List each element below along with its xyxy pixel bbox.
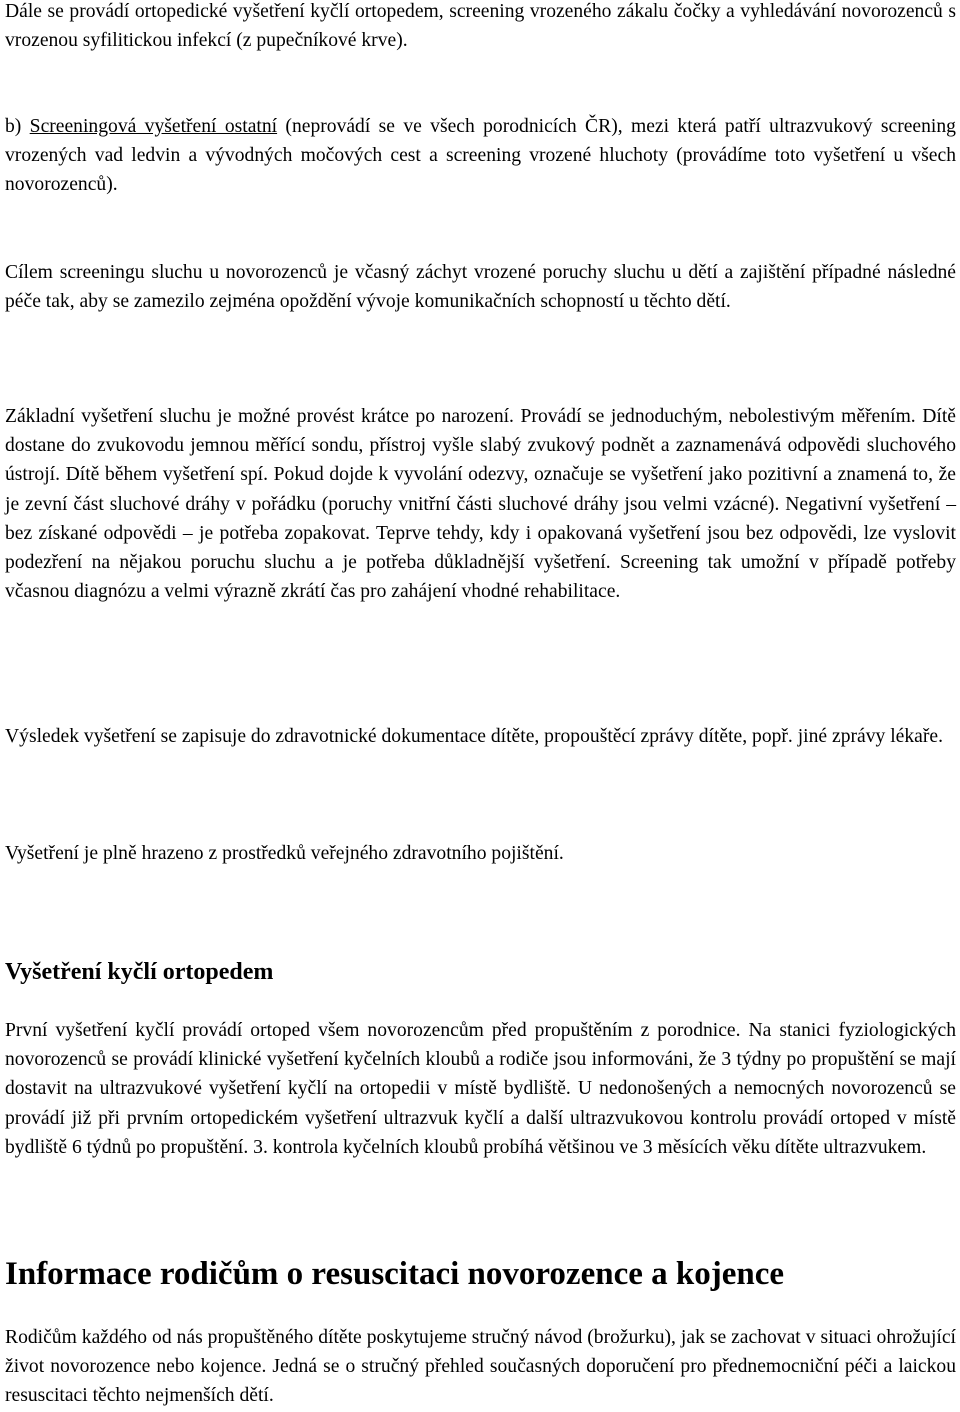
- paragraph-hip-exam: První vyšetření kyčlí provádí ortoped všem novorozencům před propuštěním z porodnice. Na stanici fyziologických novorozenců se provádí klinické vyšetření kyčelních kloubů a rodiče jsou informováni, že 3 týdny po propuštění se mají dostavit na ultrazvukové vyšetření kyčlí na ortopedii v místě bydliště. U nedonošených a nemocných novorozenců se provádí již při prvním ortopedickém vyšetření ultrazvuk kyčlí a další ultrazvukovou kontrolu provádí ortoped v místě bydliště 6 týdnů po propuštění. 3. kontrola kyčelních kloubů probíhá většinou ve 3 měsících věku dítěte ultrazvukem.: [5, 1020, 956, 1158]
- paragraph-exam-result: Výsledek vyšetření se zapisuje do zdravotnické dokumentace dítěte, propouštěcí zprávy dítěte, popř. jiné zprávy lékaře.: [5, 726, 943, 747]
- screening-other-underlined: Screeningová vyšetření ostatní: [29, 116, 278, 137]
- paragraph-intro: Dále se provádí ortopedické vyšetření kyčlí ortopedem, screening vrozeného zákalu čočky a vyhledávání novorozenců s vrozenou syfilitickou infekcí (z pupečníkové krve).: [5, 1, 956, 52]
- paragraph-hearing-goal: Cílem screeningu sluchu u novorozenců je včasný záchyt vrozené poruchy sluchu u dětí a zajištění případné následné péče tak, aby se zamezilo zejména opoždění vývoje komunikačních schopností u těchto dětí.: [5, 262, 956, 313]
- heading-hip-exam: Vyšetření kyčlí ortopedem: [5, 959, 274, 985]
- list-marker-b: b): [5, 116, 30, 137]
- paragraph-insurance: Vyšetření je plně hrazeno z prostředků veřejného zdravotního pojištění.: [5, 843, 564, 864]
- heading-resuscitation: Informace rodičům o resuscitaci novorozence a kojence: [5, 1256, 785, 1292]
- paragraph-hearing-exam: Základní vyšetření sluchu je možné provést krátce po narození. Provádí se jednoduchým, nebolestivým měřením. Dítě dostane do zvukovodu jemnou měřící sondu, přístroj vyšle slabý zvukový podnět a zaznamenává odpovědi sluchového ústrojí. Dítě během vyšetření spí. Pokud dojde k vyvolání odezvy, označuje se vyšetření jako pozitivní a znamená to, že je zevní část sluchové dráhy v pořádku (poruchy vnitřní části sluchové dráhy jsou velmi vzácné). Negativní vyšetření – bez získané odpovědi – je potřeba zopakovat. Teprve tehdy, kdy i opakovaná vyšetření jsou bez odpovědi, lze vyslovit podezření na nějakou poruchu sluchu a je potřeba důkladnější vyšetření. Screening tak umožní v případě potřeby včasnou diagnózu a velmi výrazně zkrátí čas pro zahájení vhodné rehabilitace.: [5, 406, 956, 603]
- paragraph-resuscitation: Rodičům každého od nás propuštěného dítěte poskytujeme stručný návod (brožurku), jak se zachovat v situaci ohrožující život novorozence nebo kojence. Jedná se o stručný přehled současných doporučení pro přednemocniční péči a laickou resuscitaci těchto nejmenších dětí.: [5, 1327, 956, 1407]
- screening-other-text: (neprovádí se ve všech porodnicích ČR), mezi která patří ultrazvukový screening vrozených vad ledvin a vývodných močových cest a screening vrozené hluchoty (provádíme toto vyšetření u všech novorozenců).: [5, 116, 956, 196]
- paragraph-screening-other: [5, 112, 956, 200]
